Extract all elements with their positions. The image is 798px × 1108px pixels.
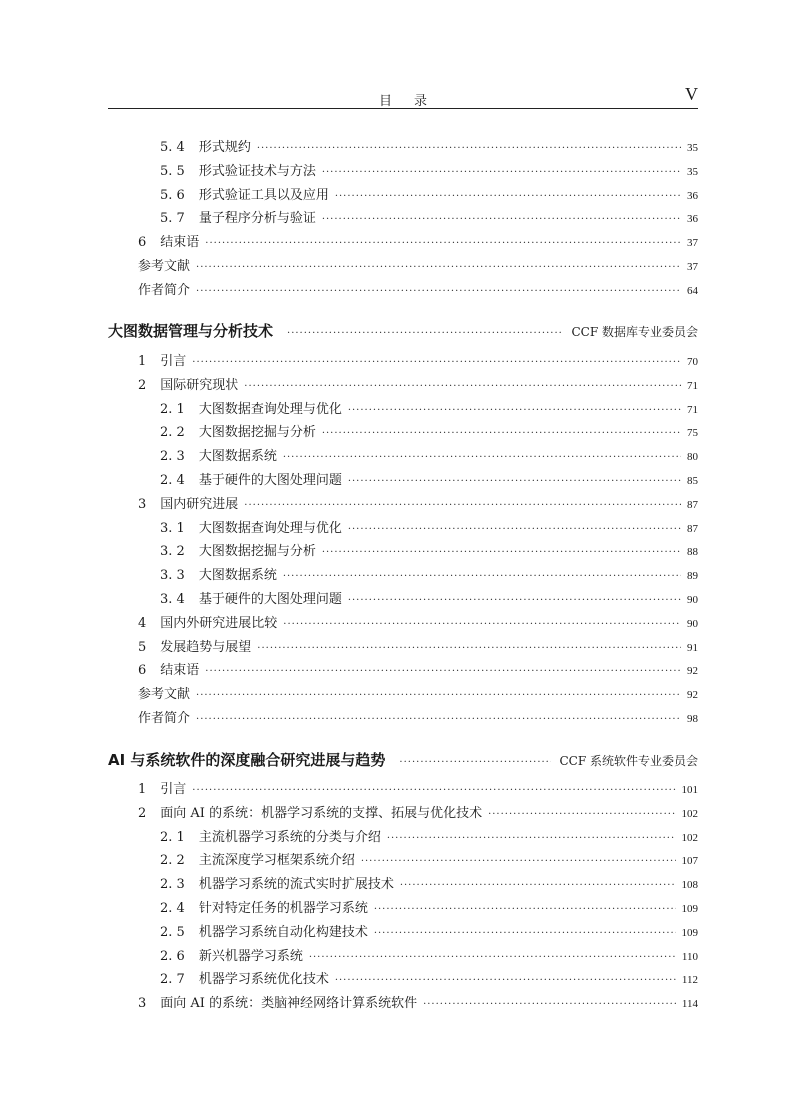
- toc-entry-page: 109: [681, 903, 698, 915]
- toc-entry-page: 90: [687, 617, 698, 630]
- toc-entry-label: 机器学习系统的流式实时扩展技术: [198, 877, 394, 893]
- section-heading[interactable]: [108, 320, 698, 342]
- dot-leader: [488, 806, 675, 824]
- toc-entry-number: 2. 2: [160, 853, 185, 869]
- toc-entry-number: 2. 3: [160, 449, 185, 465]
- toc-entry-page: 80: [687, 451, 698, 464]
- toc-entry-page: 110: [681, 950, 698, 963]
- header-page-number: V: [685, 84, 698, 104]
- toc-entry-page: 88: [687, 546, 698, 559]
- toc-entry-number: 2. 3: [160, 877, 185, 893]
- dot-leader: [192, 782, 675, 800]
- toc-entry-number: 3. 2: [160, 544, 185, 560]
- toc-entry-label: 形式验证技术与方法: [198, 163, 316, 179]
- toc-entry[interactable]: [160, 210, 698, 228]
- toc-entry-number: 6: [138, 663, 147, 679]
- toc-entry-label: 作者简介: [138, 711, 191, 726]
- toc-entry-label: 基于硬件的大图处理问题: [198, 473, 342, 488]
- toc-entry-number: 2: [138, 805, 147, 821]
- dot-leader: [348, 592, 681, 610]
- toc-entry-number: 3: [138, 996, 147, 1012]
- toc-entry[interactable]: [160, 543, 698, 561]
- toc-entry[interactable]: [160, 163, 698, 181]
- toc-entry[interactable]: [160, 401, 698, 419]
- toc-entry-page: 37: [687, 237, 698, 250]
- toc-entry-page: 85: [687, 475, 698, 487]
- toc-entry-number: 2. 4: [160, 901, 185, 916]
- toc-entry-page: 70: [687, 356, 698, 368]
- section-heading[interactable]: [108, 749, 698, 771]
- toc-entry-label: 结束语: [160, 235, 200, 251]
- dot-leader: [335, 972, 676, 990]
- toc-entry-label: 大图数据查询处理与优化: [198, 401, 342, 417]
- toc-entry[interactable]: [138, 686, 698, 704]
- dot-leader: [196, 687, 681, 705]
- toc-entry[interactable]: [138, 662, 698, 680]
- header-title: 目录: [378, 94, 449, 109]
- toc-entry-label: 大图数据挖掘与分析: [198, 544, 316, 560]
- toc-entry-number: 1: [138, 354, 147, 369]
- toc-entry-number: 2. 1: [160, 829, 185, 845]
- dot-leader: [423, 996, 676, 1014]
- toc-entry-page: 35: [687, 165, 698, 178]
- toc-entry-label: 面向 AI 的系统：机器学习系统的支撑、拓展与优化技术: [160, 805, 483, 821]
- dot-leader: [192, 354, 681, 372]
- toc-entry[interactable]: [160, 900, 698, 918]
- toc-entry[interactable]: [138, 639, 698, 657]
- toc-entry-label: 针对特定任务的机器学习系统: [198, 901, 368, 916]
- toc-entry-label: 新兴机器学习系统: [198, 948, 303, 964]
- toc-entry-number: 2. 2: [160, 425, 185, 441]
- toc-entry-label: 发展趋势与展望: [160, 639, 252, 655]
- toc-entry-number: 1: [138, 782, 147, 797]
- toc-entry-page: 71: [687, 379, 698, 392]
- toc-entry-label: 引言: [160, 354, 187, 369]
- toc-entry-label: 大图数据系统: [198, 449, 277, 465]
- dot-leader: [287, 328, 563, 339]
- toc-entry-page: 36: [687, 213, 698, 226]
- toc-entry-page: 101: [681, 784, 698, 796]
- toc-entry[interactable]: [160, 448, 698, 466]
- toc-entry[interactable]: [138, 995, 698, 1013]
- toc-entry[interactable]: [138, 377, 698, 395]
- dot-leader: [283, 616, 681, 634]
- toc-entry-page: 107: [681, 855, 698, 868]
- dot-leader: [322, 544, 681, 562]
- toc-entry-page: 89: [687, 570, 698, 583]
- dot-leader: [196, 283, 681, 301]
- toc-entry-page: 87: [687, 498, 698, 511]
- toc-entry-number: 4: [138, 615, 147, 631]
- toc-entry-label: 基于硬件的大图处理问题: [198, 592, 342, 607]
- toc-entry-page: 102: [681, 831, 698, 844]
- dot-leader: [309, 949, 676, 967]
- toc-entry-label: 机器学习系统自动化构建技术: [198, 924, 368, 940]
- toc-entry[interactable]: [160, 829, 698, 847]
- dot-leader: [348, 521, 681, 539]
- dot-leader: [244, 497, 681, 515]
- toc-entry-label: 结束语: [160, 663, 200, 679]
- toc-entry-label: 面向 AI 的系统：类脑神经网络计算系统软件: [160, 996, 418, 1012]
- toc-entry[interactable]: [138, 710, 698, 728]
- toc-entry-label: 国际研究现状: [160, 377, 239, 393]
- toc-entry-label: 大图数据查询处理与优化: [198, 520, 342, 536]
- toc-entry-label: 形式验证工具以及应用: [198, 187, 329, 203]
- toc-entry-label: 量子程序分析与验证: [198, 211, 316, 227]
- toc-entry-label: 主流机器学习系统的分类与介绍: [198, 829, 381, 845]
- toc-entry-label: 形式规约: [198, 140, 251, 155]
- dot-leader: [196, 259, 681, 277]
- dot-leader: [322, 425, 681, 443]
- toc-entry[interactable]: [138, 234, 698, 252]
- dot-leader: [205, 663, 681, 681]
- toc-entry-label: 参考文献: [138, 259, 191, 274]
- dot-leader: [335, 188, 681, 206]
- toc-entry[interactable]: [138, 496, 698, 514]
- dot-leader: [374, 901, 676, 919]
- toc-entry[interactable]: [138, 258, 698, 276]
- toc-entry-label: 主流深度学习框架系统介绍: [198, 853, 355, 869]
- toc-entry[interactable]: [160, 852, 698, 870]
- toc-entry-number: 5. 4: [160, 140, 185, 155]
- toc-entry[interactable]: [160, 520, 698, 538]
- toc-entry[interactable]: [160, 948, 698, 966]
- toc-entry-number: 5. 5: [160, 163, 185, 179]
- toc-entry-page: 102: [681, 807, 698, 820]
- dot-leader: [348, 473, 681, 491]
- toc-entry[interactable]: [160, 472, 698, 490]
- dot-leader: [400, 877, 676, 895]
- toc-entry-number: 6: [138, 235, 147, 251]
- toc-entry-label: 参考文献: [138, 687, 191, 703]
- toc-entry-label: 国内研究进展: [160, 496, 239, 512]
- toc-entry-number: 2. 6: [160, 948, 185, 964]
- toc-entry-page: 35: [687, 142, 698, 154]
- dot-leader: [399, 757, 551, 768]
- toc-entry-label: 引言: [160, 782, 187, 797]
- dot-leader: [322, 164, 681, 182]
- toc-entry-number: 3. 3: [160, 568, 185, 584]
- toc-entry-number: 2. 4: [160, 473, 185, 488]
- toc-entry-page: 87: [687, 522, 698, 535]
- toc-entry-label: 作者简介: [138, 282, 191, 298]
- dot-leader: [387, 830, 676, 848]
- dot-leader: [374, 925, 676, 943]
- toc-entry-page: 37: [687, 261, 698, 273]
- toc-entry-page: 108: [681, 879, 698, 892]
- toc-entry-number: 2: [138, 377, 147, 393]
- toc-entry-page: 75: [687, 427, 698, 440]
- dot-leader: [257, 140, 681, 158]
- toc-entry-number: 3: [138, 496, 147, 512]
- toc-entry-page: 109: [681, 926, 698, 939]
- toc-entry[interactable]: [160, 876, 698, 894]
- toc-entry-page: 114: [681, 998, 698, 1011]
- toc-entry[interactable]: [160, 567, 698, 585]
- toc-entry-page: 112: [681, 974, 698, 987]
- toc-entry[interactable]: [138, 805, 698, 823]
- dot-leader: [244, 378, 681, 396]
- toc-entry[interactable]: [138, 781, 698, 799]
- toc-entry-number: 3. 1: [160, 520, 185, 536]
- dot-leader: [283, 568, 681, 586]
- toc-entry-page: 92: [687, 689, 698, 702]
- toc-entry-page: 64: [687, 284, 698, 297]
- toc-entry-page: 36: [687, 189, 698, 202]
- toc-entry-page: 71: [687, 403, 698, 416]
- section-title: AI 与系统软件的深度融合研究进展与趋势: [108, 751, 386, 769]
- toc-entry-page: 90: [687, 594, 698, 606]
- toc-entry[interactable]: [160, 924, 698, 942]
- toc-entry-number: 5: [138, 639, 147, 655]
- toc-entry[interactable]: [160, 187, 698, 205]
- toc-entry-page: 98: [687, 713, 698, 725]
- toc-entry-label: 国内外研究进展比较: [160, 615, 278, 631]
- toc-entry[interactable]: [160, 971, 698, 989]
- toc-entry[interactable]: [138, 282, 698, 300]
- toc-entry-number: 5. 7: [160, 211, 185, 227]
- toc-entry-number: 2. 7: [160, 972, 185, 988]
- toc-entry-page: 91: [687, 641, 698, 654]
- toc-entry-page: 92: [687, 665, 698, 678]
- toc-entry[interactable]: [138, 353, 698, 371]
- toc-entry[interactable]: [160, 424, 698, 442]
- toc-entry-label: 大图数据系统: [198, 568, 277, 584]
- toc-entry[interactable]: [138, 615, 698, 633]
- section-committee: CCF 数据库专业委员会: [571, 325, 698, 339]
- dot-leader: [348, 402, 681, 420]
- dot-leader: [205, 235, 681, 253]
- dot-leader: [257, 640, 681, 658]
- toc-entry-number: 2. 1: [160, 401, 185, 417]
- toc-entry-number: 2. 5: [160, 924, 185, 940]
- section-title: 大图数据管理与分析技术: [108, 322, 274, 340]
- toc-entry-number: 3. 4: [160, 592, 185, 607]
- toc-entry[interactable]: [160, 591, 698, 609]
- toc-entry-number: 5. 6: [160, 187, 185, 203]
- dot-leader: [196, 711, 681, 729]
- toc-entry-label: 大图数据挖掘与分析: [198, 425, 316, 441]
- section-committee: CCF 系统软件专业委员会: [559, 754, 698, 768]
- dot-leader: [322, 211, 681, 229]
- dot-leader: [283, 449, 681, 467]
- dot-leader: [361, 853, 676, 871]
- toc-entry[interactable]: [160, 139, 698, 157]
- toc-entry-label: 机器学习系统优化技术: [198, 972, 329, 988]
